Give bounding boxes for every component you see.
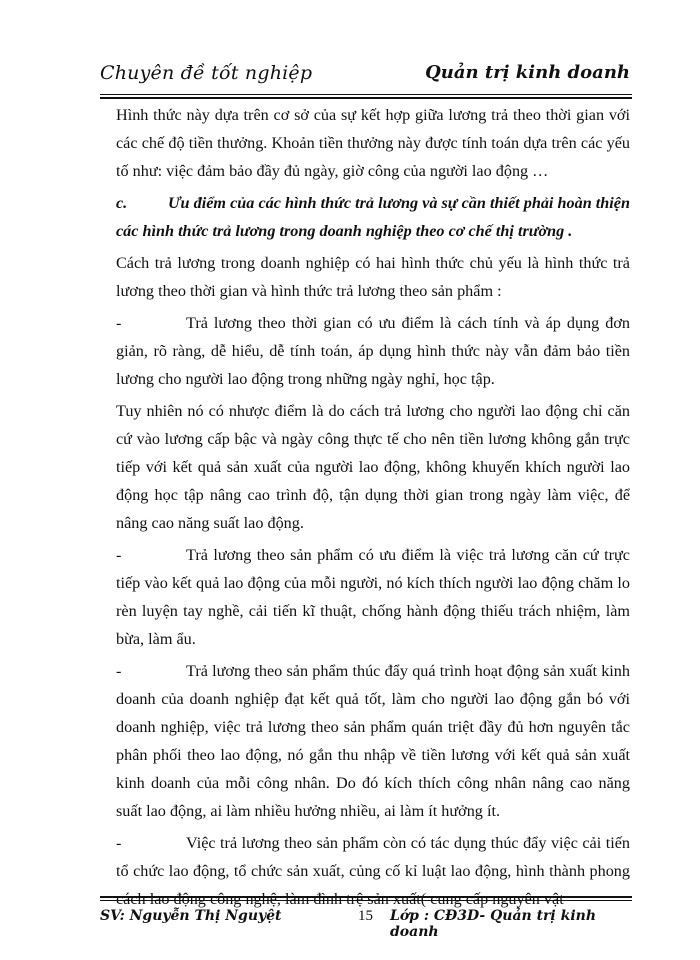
- paragraph-drawbacks: Tuy nhiên nó có nhược điểm là do cách trả lương cho người lao động chỉ căn cứ vào lương cấp bậc và ngày công thực tế cho nên tiền lương không gắn trực tiếp với kết quả sản xuất của người lao động, không khuyến khích người lao động học tập nâng cao trình độ, tận dụng thời gian trong ngày làm việc, để nâng cao năng suất lao động.: [116, 402, 630, 532]
- bullet-dash: -: [116, 314, 122, 332]
- header-rule-top: [100, 94, 632, 95]
- header-title-right: Quản trị kinh doanh: [425, 62, 630, 83]
- bullet-dash: -: [116, 546, 122, 564]
- bullet-dash: -: [116, 834, 122, 852]
- footer-student: SV: Nguyễn Thị Nguyệt: [100, 908, 282, 924]
- paragraph-two-forms: Cách trả lương trong doanh nghiệp có hai hình thức chủ yếu là hình thức trả lương theo thời gian và hình thức trả lương theo sản phẩm :: [116, 254, 630, 300]
- section-heading: [116, 189, 630, 245]
- bullet-item-product-pay: [116, 541, 630, 653]
- section-letter: c.: [116, 194, 128, 212]
- header-title-left: Chuyên đề tốt nghiệp: [100, 62, 313, 84]
- footer-rule-top: [100, 896, 632, 898]
- bullet-dash: -: [116, 662, 122, 680]
- footer-class: Lớp : CĐ3D- Quản trị kinh doanh: [390, 908, 597, 940]
- body-text: [116, 101, 630, 917]
- page-number: 15: [358, 908, 373, 924]
- header-rule-bottom: [100, 97, 632, 99]
- section-heading-text: Ưu điểm của các hình thức trả lương và sự cần thiết phải hoàn thiện các hình thức trả lương trong doanh nghiệp theo cơ chế thị trường .: [116, 194, 630, 240]
- bullet-text: Việc trả lương theo sản phẩm còn có tác dụng thúc đẩy việc cải tiến tổ chức lao động, tổ chức sản xuất, củng cố kỉ luật lao động, hình thành phong cách lao động công nghệ, làm đình trệ sản xuất( cung cấp nguyên vật: [116, 834, 630, 908]
- bullet-text: Trả lương theo sản phẩm thúc đẩy quá trình hoạt động sản xuất kinh doanh của doanh nghiệp đạt kết quả tốt, làm cho người lao động gắn bó với doanh nghiệp, việc trả lương theo sản phẩm quán triệt đầy đủ hơn nguyên tắc phân phối theo lao động, nó gắn thu nhập về tiền lương với kết quả sản xuất kinh doanh của mỗi công nhân. Do đó kích thích công nhân nâng cao năng suất lao động, ai làm nhiều hưởng nhiều, ai làm ít hưởng ít.: [116, 662, 630, 820]
- paragraph-intro: Hình thức này dựa trên cơ sở của sự kết hợp giữa lương trả theo thời gian với các chế độ tiền thưởng. Khoản tiền thưởng này được tính toán dựa trên các yếu tố như: việc đảm bảo đầy đủ ngày, giờ công của người lao động …: [116, 106, 630, 180]
- page-footer: [100, 902, 632, 940]
- bullet-item-product-pay-benefits: [116, 657, 630, 825]
- bullet-text: Trả lương theo sản phẩm có ưu điểm là việc trả lương căn cứ trực tiếp vào kết quả lao động của mỗi người, nó kích thích người lao động chăm lo rèn luyện tay nghề, cải tiến kĩ thuật, chống hành động thiếu trách nhiệm, làm bừa, làm ẩu.: [116, 546, 630, 648]
- bullet-item-time-pay: [116, 309, 630, 393]
- footer-rule-bottom: [100, 900, 632, 901]
- page-header: [100, 62, 630, 94]
- bullet-text: Trả lương theo thời gian có ưu điểm là cách tính và áp dụng đơn giản, rõ ràng, dễ hiểu, dễ tính toán, áp dụng hình thức này vẫn đảm bảo tiền lương cho người lao động trong những ngày nghỉ, học tập.: [116, 314, 630, 388]
